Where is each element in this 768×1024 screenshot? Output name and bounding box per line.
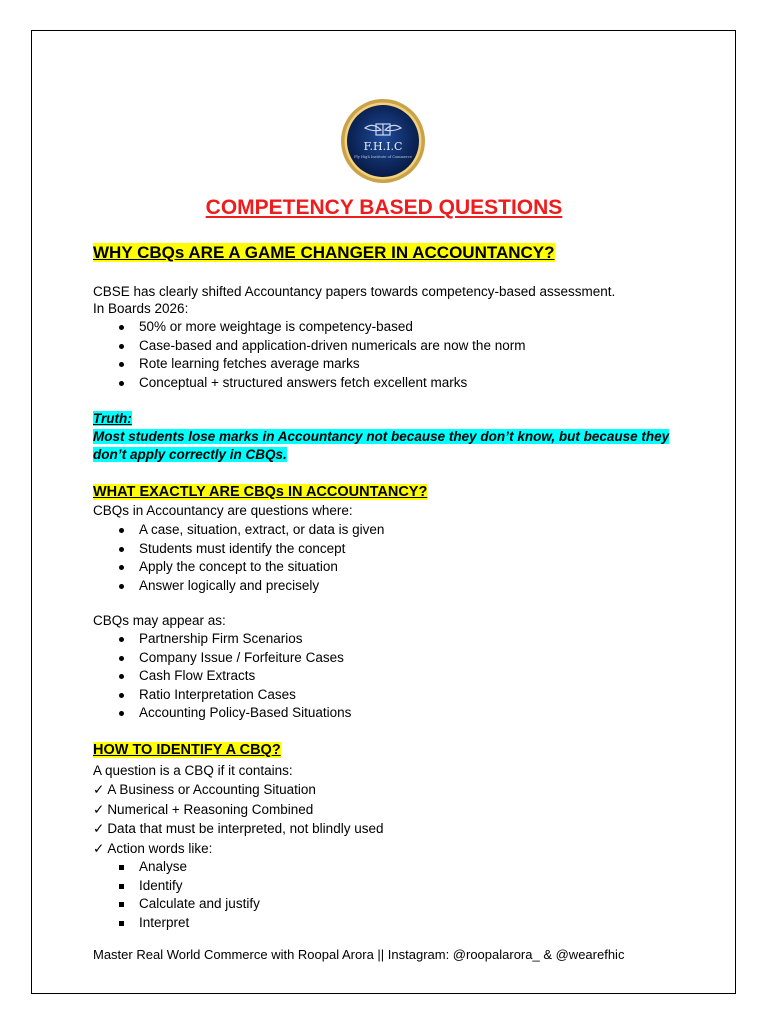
list-item: Cash Flow Extracts (139, 667, 351, 686)
list-item: Calculate and justify (139, 895, 260, 914)
list-item: ✓ A Business or Accounting Situation (93, 782, 316, 797)
section1-bullet-list (139, 318, 525, 392)
svg-text:Fly High Institute of Commerce: Fly High Institute of Commerce (354, 155, 412, 159)
section3-action-words-list (139, 858, 260, 932)
list-item: Apply the concept to the situation (139, 558, 384, 577)
section3-intro: A question is a CBQ if it contains: (93, 763, 293, 778)
check-icon: ✓ (93, 821, 105, 836)
truth-label: Truth: (93, 411, 132, 426)
section3-check-list (93, 780, 383, 858)
list-item: Partnership Firm Scenarios (139, 630, 351, 649)
list-item: Company Issue / Forfeiture Cases (139, 649, 351, 668)
list-item: Accounting Policy-Based Situations (139, 704, 351, 723)
page-title: COMPETENCY BASED QUESTIONS (205, 196, 563, 219)
list-item: Conceptual + structured answers fetch excellent marks (139, 374, 525, 393)
list-item: Rote learning fetches average marks (139, 355, 525, 374)
section2-intro: CBQs in Accountancy are questions where: (93, 503, 353, 518)
section2-heading: WHAT EXACTLY ARE CBQs IN ACCOUNTANCY? (93, 484, 428, 500)
fhic-logo (340, 98, 426, 184)
section2-bullet-list (139, 521, 384, 595)
list-item: Case-based and application-driven numericals are now the norm (139, 337, 525, 356)
list-item: Answer logically and precisely (139, 577, 384, 596)
list-item: Analyse (139, 858, 260, 877)
list-item: A case, situation, extract, or data is given (139, 521, 384, 540)
section1-intro: CBSE has clearly shifted Accountancy papers towards competency-based assessment. (93, 284, 616, 299)
truth-line-1: Most students lose marks in Accountancy not because they don’t know, but because they (93, 429, 670, 444)
list-item: ✓ Action words like: (93, 840, 213, 856)
truth-callout (93, 410, 669, 464)
list-item: 50% or more weightage is competency-based (139, 318, 525, 337)
list-item: Identify (139, 877, 260, 896)
truth-line-2: don’t apply correctly in CBQs. (93, 447, 287, 462)
check-icon: ✓ (93, 782, 105, 797)
section3-heading: HOW TO IDENTIFY A CBQ? (93, 742, 281, 758)
section2-appear-list (139, 630, 351, 723)
list-item: Ratio Interpretation Cases (139, 686, 351, 705)
check-icon: ✓ (93, 840, 105, 856)
section2-appear-intro: CBQs may appear as: (93, 613, 226, 628)
list-item: Interpret (139, 914, 260, 933)
check-icon: ✓ (93, 801, 105, 817)
svg-text:F.H.I.C: F.H.I.C (363, 140, 403, 153)
page-footer: Master Real World Commerce with Roopal Arora || Instagram: @roopalarora_ & @wearefhic (93, 947, 625, 962)
section1-heading: WHY CBQs ARE A GAME CHANGER IN ACCOUNTANCY? (93, 243, 555, 262)
list-item: ✓ Numerical + Reasoning Combined (93, 801, 314, 817)
section1-intro-boards: In Boards 2026: (93, 301, 189, 316)
list-item: Students must identify the concept (139, 540, 384, 559)
list-item: ✓ Data that must be interpreted, not blindly used (93, 821, 384, 836)
